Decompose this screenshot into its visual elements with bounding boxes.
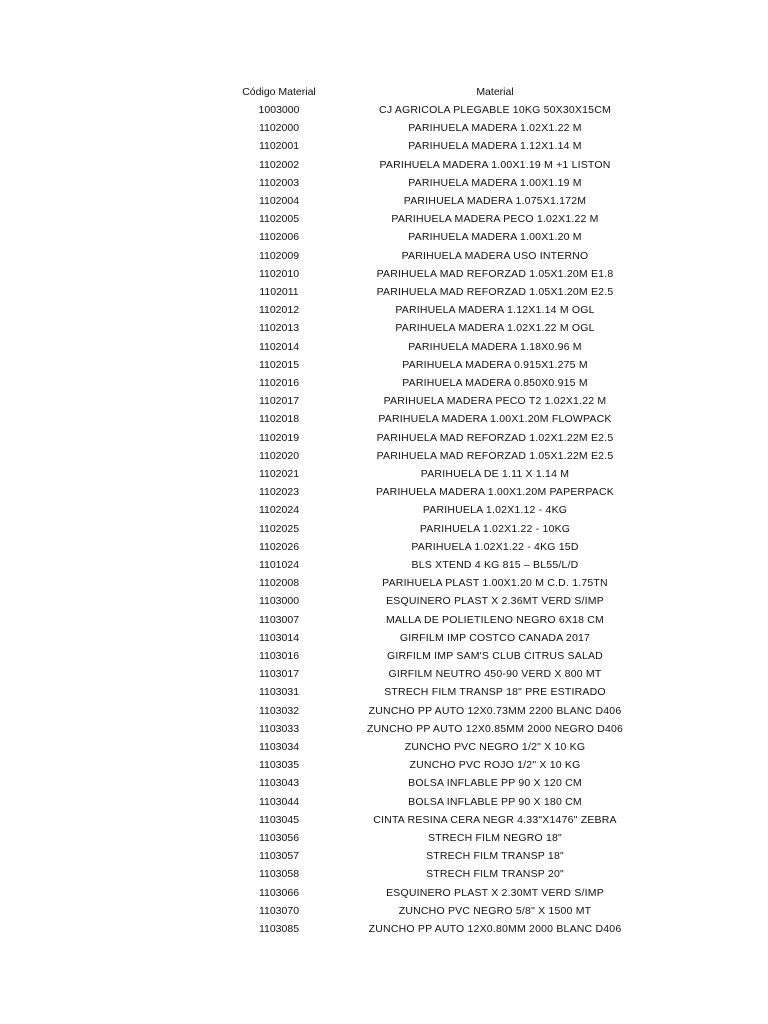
- table-row: [0, 665, 768, 683]
- cell-material: STRECH FILM NEGRO 18": [428, 832, 562, 844]
- cell-code: 1103066: [258, 886, 300, 899]
- cell-material: CJ AGRICOLA PLEGABLE 10KG 50X30X15CM: [379, 104, 611, 116]
- cell-code: 1102010: [258, 267, 300, 280]
- table-row: [0, 156, 768, 174]
- cell-code: 1102009: [258, 249, 300, 262]
- cell-code: 1102002: [258, 158, 300, 171]
- cell-code: 1102023: [258, 486, 300, 499]
- table-row: [0, 283, 768, 301]
- cell-material: PARIHUELA MAD REFORZAD 1.05X1.20M E2.5: [376, 286, 614, 298]
- cell-material: PARIHUELA 1.02X1.22 - 4KG 15D: [411, 540, 579, 553]
- table-row: [0, 447, 768, 465]
- cell-code: 1102000: [258, 122, 300, 135]
- cell-code: 1103034: [258, 741, 300, 753]
- cell-material: PARIHUELA MADERA 1.00X1.20M PAPERPACK: [376, 486, 614, 499]
- cell-material: PARIHUELA MADERA 1.18X0.96 M: [408, 340, 582, 353]
- cell-material: PARIHUELA MADERA 1.00X1.19 M +1 LISTON: [379, 158, 611, 171]
- table-row: [0, 574, 768, 592]
- cell-material: PARIHUELA MADERA 1.00X1.19 M: [408, 176, 582, 189]
- cell-code: 1102026: [258, 540, 300, 553]
- cell-code: 1103044: [258, 795, 300, 808]
- cell-code: 1103000: [258, 595, 300, 608]
- cell-code: 1102025: [258, 522, 300, 535]
- table-row: [0, 301, 768, 319]
- cell-code: 1102008: [258, 577, 300, 590]
- cell-code: 1103016: [258, 650, 300, 662]
- table-row: [0, 483, 768, 501]
- cell-code: 1102024: [258, 504, 300, 517]
- table-row: [0, 774, 768, 792]
- table-row: [0, 520, 768, 538]
- table-row: [0, 720, 768, 738]
- table-row: [0, 683, 768, 701]
- cell-code: 1102021: [258, 468, 300, 480]
- cell-material: PARIHUELA MADERA PECO 1.02X1.22 M: [391, 213, 599, 226]
- cell-code: 1102017: [258, 395, 300, 408]
- table-row: [0, 374, 768, 392]
- cell-material: GIRFILM NEUTRO 450-90 VERD X 800 MT: [388, 668, 602, 681]
- cell-material: ZUNCHO PP AUTO 12X0.80MM 2000 BLANC D406: [368, 923, 622, 935]
- table-row: [0, 465, 768, 483]
- table-row: [0, 228, 768, 246]
- cell-code: 1103057: [258, 850, 300, 863]
- table-row: [0, 410, 768, 428]
- cell-material: GIRFILM IMP COSTCO CANADA 2017: [399, 631, 591, 644]
- cell-material: PARIHUELA MADERA 1.02X1.22 M: [408, 122, 582, 135]
- cell-code: 1102005: [258, 213, 300, 226]
- table-row: [0, 811, 768, 829]
- cell-material: PARIHUELA MADERA 1.02X1.22 M OGL: [395, 322, 595, 335]
- table-row: [0, 920, 768, 938]
- table-row: [0, 756, 768, 774]
- cell-material: PARIHUELA MADERA PECO T2 1.02X1.22 M: [383, 395, 607, 408]
- cell-material: GIRFILM IMP SAM'S CLUB CITRUS SALAD: [387, 650, 603, 662]
- cell-code: 1003000: [258, 104, 300, 116]
- table-row: [0, 865, 768, 883]
- cell-code: 1103014: [258, 631, 300, 644]
- cell-code: 1102015: [258, 358, 300, 371]
- cell-material: PARIHUELA MADERA 1.00X1.20M FLOWPACK: [378, 413, 612, 426]
- cell-material: STRECH FILM TRANSP 18" PRE ESTIRADO: [384, 686, 606, 699]
- cell-code: 1102016: [258, 377, 300, 389]
- cell-code: 1103031: [258, 686, 300, 699]
- table-row: [0, 538, 768, 556]
- cell-code: 1102014: [258, 340, 300, 353]
- cell-material: ESQUINERO PLAST X 2.36MT VERD S/IMP: [386, 595, 604, 608]
- cell-material: PARIHUELA MADERA 0.850X0.915 M: [402, 377, 588, 389]
- table-row: [0, 265, 768, 283]
- cell-code: 1102006: [258, 231, 300, 244]
- header-material: Material: [476, 86, 514, 98]
- cell-material: ESQUINERO PLAST X 2.30MT VERD S/IMP: [386, 886, 604, 899]
- cell-material: PARIHUELA MADERA 1.075X1.172M: [403, 195, 587, 207]
- cell-material: PARIHUELA MADERA 1.00X1.20 M: [408, 231, 582, 244]
- cell-material: PARIHUELA MADERA 1.12X1.14 M: [408, 140, 582, 153]
- cell-code: 1103017: [258, 668, 300, 681]
- cell-material: ZUNCHO PVC ROJO 1/2" X 10 KG: [409, 759, 581, 772]
- cell-code: 1102011: [259, 286, 299, 298]
- table-row: [0, 847, 768, 865]
- cell-material: PARIHUELA MAD REFORZAD 1.05X1.20M E1.8: [376, 267, 614, 280]
- table-row: [0, 611, 768, 629]
- cell-code: 1103032: [258, 704, 300, 717]
- table-row: [0, 192, 768, 210]
- cell-material: PARIHUELA PLAST 1.00X1.20 M C.D. 1.75TN: [382, 577, 608, 590]
- table-row: [0, 829, 768, 847]
- cell-code: 1103043: [258, 777, 300, 790]
- cell-code: 1102001: [258, 140, 300, 153]
- table-row: [0, 101, 768, 119]
- table-row: [0, 793, 768, 811]
- cell-material: PARIHUELA 1.02X1.22 - 10KG: [419, 522, 571, 535]
- cell-material: STRECH FILM TRANSP 20": [426, 868, 564, 881]
- cell-material: BOLSA INFLABLE PP 90 X 180 CM: [408, 795, 582, 808]
- cell-material: ZUNCHO PP AUTO 12X0.73MM 2200 BLANC D406: [368, 704, 622, 717]
- cell-code: 1103070: [258, 904, 300, 917]
- table-row: [0, 429, 768, 447]
- cell-code: 1102020: [258, 449, 300, 462]
- cell-code: 1103058: [258, 868, 300, 881]
- cell-code: 1101024: [258, 559, 300, 571]
- table-row: [0, 137, 768, 155]
- table-row: [0, 392, 768, 410]
- cell-material: MALLA DE POLIETILENO NEGRO 6X18 CM: [385, 613, 605, 626]
- cell-material: PARIHUELA MADERA 0.915X1.275 M: [402, 358, 588, 371]
- cell-code: 1103007: [258, 613, 300, 626]
- cell-code: 1103045: [258, 813, 300, 826]
- cell-code: 1102012: [258, 304, 300, 317]
- table-row: [0, 738, 768, 756]
- header-code: Código Material: [242, 86, 316, 98]
- table-row: [0, 319, 768, 337]
- cell-code: 1103033: [258, 722, 300, 735]
- table-row: [0, 902, 768, 920]
- cell-code: 1102018: [258, 413, 300, 426]
- cell-material: BLS XTEND 4 KG 815 – BL55/L/D: [411, 559, 579, 571]
- table-row: [0, 338, 768, 356]
- table-row: [0, 592, 768, 610]
- cell-material: PARIHUELA MAD REFORZAD 1.02X1.22M E2.5: [376, 431, 614, 444]
- table-header: [0, 83, 768, 101]
- cell-code: 1103056: [258, 832, 300, 844]
- table-row: [0, 629, 768, 647]
- table-row: [0, 247, 768, 265]
- cell-material: PARIHUELA MADERA USO INTERNO: [401, 249, 589, 262]
- cell-code: 1103035: [258, 759, 300, 772]
- cell-code: 1102013: [258, 322, 300, 335]
- table-row: [0, 210, 768, 228]
- cell-material: ZUNCHO PP AUTO 12X0.85MM 2000 NEGRO D406: [366, 722, 624, 735]
- table-row: [0, 356, 768, 374]
- cell-code: 1103085: [258, 923, 300, 935]
- cell-material: STRECH FILM TRANSP 18": [426, 850, 564, 863]
- table-row: [0, 647, 768, 665]
- table-row: [0, 501, 768, 519]
- cell-material: PARIHUELA 1.02X1.12 - 4KG: [422, 504, 568, 517]
- cell-material: PARIHUELA MADERA 1.12X1.14 M OGL: [395, 304, 595, 317]
- cell-code: 1102004: [258, 195, 300, 207]
- cell-code: 1102003: [258, 176, 300, 189]
- cell-material: PARIHUELA DE 1.11 X 1.14 M: [420, 468, 570, 480]
- table-row: [0, 174, 768, 192]
- table-row: [0, 884, 768, 902]
- table-row: [0, 556, 768, 574]
- cell-material: PARIHUELA MAD REFORZAD 1.05X1.22M E2.5: [376, 449, 614, 462]
- cell-material: CINTA RESINA CERA NEGR 4.33"X1476" ZEBRA: [373, 813, 617, 826]
- table-row: [0, 702, 768, 720]
- cell-material: BOLSA INFLABLE PP 90 X 120 CM: [408, 777, 582, 790]
- table-row: [0, 119, 768, 137]
- cell-material: ZUNCHO PVC NEGRO 1/2" X 10 KG: [404, 741, 586, 753]
- cell-material: ZUNCHO PVC NEGRO 5/8" X 1500 MT: [398, 904, 592, 917]
- cell-code: 1102019: [258, 431, 300, 444]
